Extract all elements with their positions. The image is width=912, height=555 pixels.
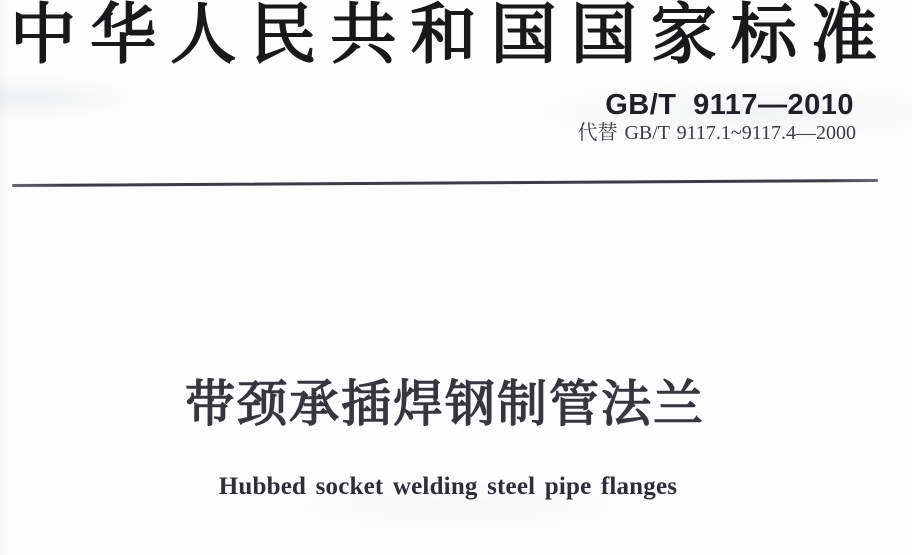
header-divider-rule: [12, 179, 878, 187]
standard-code: GB/T 9117—2010: [605, 89, 854, 121]
document-title-english: Hubbed socket welding steel pipe flanges: [218, 473, 678, 500]
national-standard-header: 中华人民共和国国家标准: [10, 0, 890, 72]
document-title-chinese: 带颈承插焊钢制管法兰: [185, 375, 705, 433]
replaces-note: 代替 GB/T 9117.1~9117.4—2000: [577, 122, 856, 144]
